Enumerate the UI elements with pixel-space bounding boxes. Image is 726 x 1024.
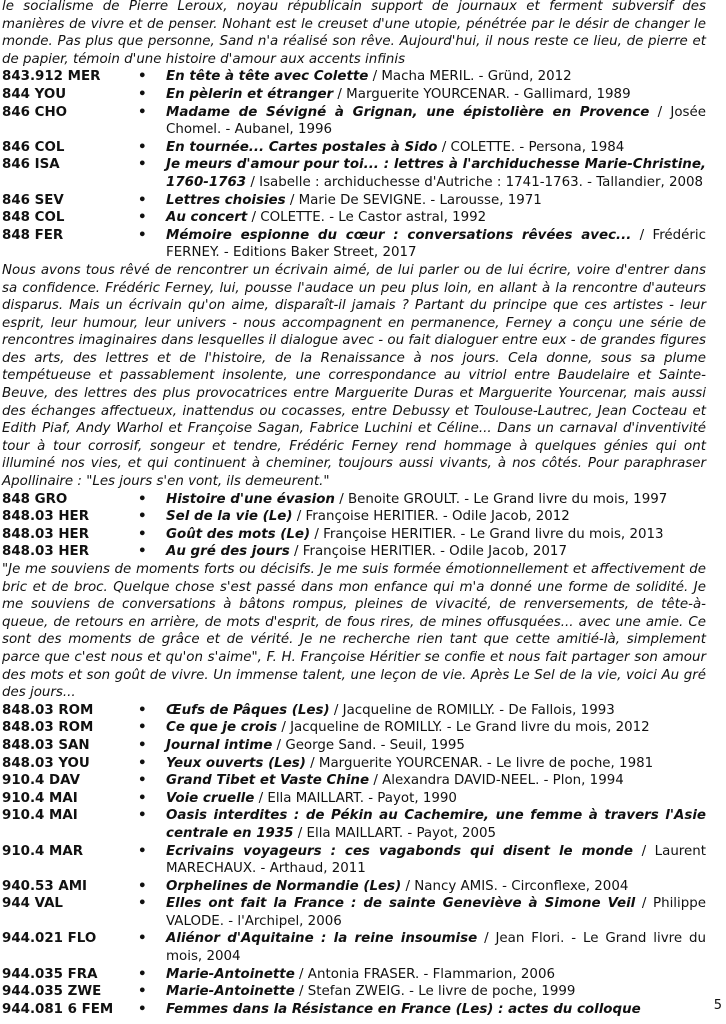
book-details: / Françoise HERITIER. - Odile Jacob, 2012 <box>292 509 570 525</box>
catalog-entry <box>2 895 706 930</box>
catalog-entry <box>2 737 706 755</box>
book-title: En pèlerin et étranger <box>166 86 334 102</box>
catalog-entry <box>2 508 706 526</box>
entry-text <box>166 156 706 191</box>
catalog-entry <box>2 983 706 1001</box>
entry-text <box>166 86 706 104</box>
book-details: / Macha MERIL. - Gründ, 2012 <box>368 69 572 85</box>
summary-paragraph: Nous avons tous rêvé de rencontrer un écrivain aimé, de lui parler ou de lui écrire, voire d'entrer dans sa confidence. Frédéric Ferney, lui, pousse l'audace un peu plus loin, en allant à la rencontre d'auteurs disparus. Mais un écrivain qu'on aime, disparaît-il jamais ? Partant du principe que ces artistes - leur esprit, leur humour, leur univers - nous accompagnent en permanence, Ferney a conçu une série de rencontres imaginaires dans lesquelles il dialogue avec - ou fait dialoguer entre eux - de grandes figures des arts, des lettres et de l'histoire, de la Renaissance à nos jours. Cela donne, sous sa plume tempétueuse et passablement insolente, une correspondance au vitriol entre Baudelaire et Sainte-Beuve, des lettres des plus provocatrices entre Marguerite Duras et Marguerite Yourcenar, mais aussi des échanges affectueux, inattendus ou cocasses, entre Debussy et Toulouse-Lautrec, Jean Cocteau et Edith Piaf, Andy Warhol et Françoise Sagan, Fabrice Luchini et Céline... Dans un carnaval d'inventivité tour à tour corrosif, songeur et tendre, Frédéric Ferney rend hommage à quelques génies qui ont illuminé nos vies, et qui continuent à cheminer, toujours aussi vivants, à nos côtés. Pour paraphraser Apollinaire : "Les jours s'en vont, ils demeurent." <box>2 262 706 490</box>
bullet-icon: • <box>138 737 147 753</box>
call-number: 944.021 FLO <box>2 931 97 947</box>
bullet-icon: • <box>138 526 147 542</box>
call-number: 848.03 HER <box>2 526 89 542</box>
book-details: / Jean Flori. - Le Grand livre du mois, 2004 <box>166 931 706 965</box>
catalog-entry <box>2 139 706 157</box>
entry-text <box>166 772 706 790</box>
book-details: / Françoise HERITIER. - Le Grand livre du mois, 2013 <box>310 526 664 542</box>
book-title: Ce que je crois <box>166 720 278 736</box>
book-title: Oasis interdites : de Pékin au Cachemire, une femme à travers l'Asie centrale en 1935 <box>166 808 706 841</box>
entry-text <box>166 68 706 86</box>
book-title: Femmes dans la Résistance en France (Les) : actes du colloque <box>166 1001 641 1017</box>
bullet-icon: • <box>138 227 147 243</box>
call-number: 944.081 6 FEM <box>2 1001 114 1017</box>
call-number: 910.4 MAI <box>2 790 78 806</box>
book-title: Elles ont fait la France : de sainte Geneviève à Simone Veil <box>166 896 636 912</box>
entry-text <box>166 878 706 896</box>
entry-text <box>166 966 706 984</box>
bullet-icon: • <box>138 86 147 102</box>
catalog-entry <box>2 227 706 262</box>
bullet-icon: • <box>138 210 147 226</box>
catalog-entry <box>2 755 706 773</box>
bullet-icon: • <box>138 192 147 208</box>
book-title: Marie-Antoinette <box>166 966 295 982</box>
call-number: 848.03 HER <box>2 544 89 560</box>
book-details: / Françoise HERITIER. - Odile Jacob, 2017 <box>289 544 567 560</box>
book-details: / Benoite GROULT. - Le Grand livre du mois, 1997 <box>334 491 668 507</box>
entry-text <box>166 895 706 930</box>
catalog-entry <box>2 526 706 544</box>
book-title: Goût des mots (Le) <box>166 526 311 542</box>
catalog-entry <box>2 86 706 104</box>
entry-text <box>166 755 706 773</box>
catalog-entry <box>2 878 706 896</box>
book-details: / Josée Chomel. - Aubanel, 1996 <box>166 104 707 138</box>
bullet-icon: • <box>138 491 147 507</box>
catalog-entry <box>2 68 706 86</box>
catalog-entry <box>2 702 706 720</box>
call-number: 848 FER <box>2 227 64 243</box>
book-title: Au concert <box>166 210 248 226</box>
bullet-icon: • <box>138 1001 147 1017</box>
catalog-entry <box>2 772 706 790</box>
entry-text <box>166 543 706 561</box>
call-number: 910.4 DAV <box>2 773 80 789</box>
book-title: Au gré des jours <box>166 544 290 560</box>
entry-text <box>166 104 706 139</box>
call-number: 846 ISA <box>2 157 60 173</box>
book-title: Journal intime <box>166 737 273 753</box>
bullet-icon: • <box>138 139 147 155</box>
bullet-icon: • <box>138 702 147 718</box>
book-details: / Jacqueline de ROMILLY. - Le Grand livre du mois, 2012 <box>277 720 650 736</box>
call-number: 944 VAL <box>2 896 63 912</box>
book-title: Marie-Antoinette <box>166 984 295 1000</box>
call-number: 848.03 ROM <box>2 702 94 718</box>
entry-text <box>166 930 706 965</box>
bullet-icon: • <box>138 773 147 789</box>
book-title: Œufs de Pâques (Les) <box>166 702 330 718</box>
book-details: / Marguerite YOURCENAR. - Gallimard, 1989 <box>333 86 631 102</box>
catalog-entry <box>2 843 706 878</box>
catalog-entry <box>2 491 706 509</box>
book-title: Sel de la vie (Le) <box>166 509 293 525</box>
book-title: Yeux ouverts (Les) <box>166 755 306 771</box>
entry-text <box>166 983 706 1001</box>
catalog-entry <box>2 719 706 737</box>
entry-text <box>166 526 706 544</box>
book-details: / Antonia FRASER. - Flammarion, 2006 <box>294 966 555 982</box>
entry-text <box>166 702 706 720</box>
catalog-entry <box>2 209 706 227</box>
call-number: 910.4 MAR <box>2 843 84 859</box>
call-number: 846 COL <box>2 139 65 155</box>
book-title: Aliénor d'Aquitaine : la reine insoumise <box>166 931 478 947</box>
bullet-icon: • <box>138 808 147 824</box>
bullet-icon: • <box>138 755 147 771</box>
bullet-icon: • <box>138 157 147 173</box>
summary-paragraph: le socialisme de Pierre Leroux, noyau républicain support de journaux et ferment subversif des manières de vivre et de penser. Nohant est le creuset d'une utopie, pénétrée par le désir de changer le monde. Pas plus que personne, Sand n'a réalisé son rêve. Aujourd'hui, il nous reste ce lieu, de pierre et de papier, témoin d'une histoire d'amour aux accents infinis <box>2 0 706 67</box>
call-number: 910.4 MAI <box>2 808 78 824</box>
entry-text <box>166 719 706 737</box>
book-details: / Marguerite YOURCENAR. - Le livre de poche, 1981 <box>305 755 654 771</box>
catalog-entry <box>2 807 706 842</box>
book-details: / Ella MAILLART. - Payot, 1990 <box>254 790 457 806</box>
call-number: 848 GRO <box>2 491 68 507</box>
book-details: / Jacqueline de ROMILLY. - De Fallois, 1993 <box>329 702 615 718</box>
book-title: En tête à tête avec Colette <box>166 69 369 85</box>
call-number: 848.03 YOU <box>2 755 90 771</box>
book-details: / Laurent MARECHAUX. - Arthaud, 2011 <box>166 843 706 877</box>
call-number: 846 SEV <box>2 192 64 208</box>
catalog-entry <box>2 1001 706 1019</box>
book-details: / Stefan ZWEIG. - Le livre de poche, 1999 <box>294 984 576 1000</box>
entry-text <box>166 807 706 842</box>
book-details: / COLETTE. - Persona, 1984 <box>437 139 625 155</box>
entry-text <box>166 790 706 808</box>
book-title: Ecrivains voyageurs : ces vagabonds qui disent le monde <box>166 843 633 859</box>
bullet-icon: • <box>138 984 147 1000</box>
call-number: 844 YOU <box>2 86 67 102</box>
entry-text <box>166 192 706 210</box>
call-number: 848.03 SAN <box>2 737 90 753</box>
book-title: Voie cruelle <box>166 790 255 806</box>
page-number: 5 <box>713 998 722 1013</box>
bullet-icon: • <box>138 878 147 894</box>
bullet-icon: • <box>138 790 147 806</box>
document-page <box>2 0 706 1018</box>
call-number: 944.035 FRA <box>2 966 98 982</box>
book-title: Madame de Sévigné à Grignan, une épistolière en Provence <box>166 104 650 120</box>
catalog-entry <box>2 156 706 191</box>
bullet-icon: • <box>138 931 147 947</box>
entry-text <box>166 737 706 755</box>
catalog-entry <box>2 192 706 210</box>
call-number: 848.03 HER <box>2 509 89 525</box>
entry-text <box>166 1001 706 1019</box>
catalog-entry <box>2 104 706 139</box>
book-details: / Nancy AMIS. - Circonflexe, 2004 <box>401 878 629 894</box>
book-details: / Marie De SEVIGNE. - Larousse, 1971 <box>285 192 542 208</box>
book-details: / Ella MAILLART. - Payot, 2005 <box>293 825 497 841</box>
bullet-icon: • <box>138 69 147 85</box>
call-number: 940.53 AMI <box>2 878 88 894</box>
entry-text <box>166 227 706 262</box>
bullet-icon: • <box>138 966 147 982</box>
catalog-entry <box>2 930 706 965</box>
book-title: Je meurs d'amour pour toi... : lettres à l'archiduchesse Marie-Christine, 1760-1763 <box>166 157 706 190</box>
book-title: Mémoire espionne du cœur : conversations rêvées avec... <box>166 227 632 243</box>
catalog-entry <box>2 966 706 984</box>
book-title: Grand Tibet et Vaste Chine <box>166 773 370 789</box>
bullet-icon: • <box>138 104 147 120</box>
book-details: / Alexandra DAVID-NEEL. - Plon, 1994 <box>369 773 624 789</box>
book-details: / Isabelle : archiduchesse d'Autriche : 1741-1763. - Tallandier, 2008 <box>246 174 704 190</box>
book-details: / COLETTE. - Le Castor astral, 1992 <box>247 210 487 226</box>
entry-text <box>166 508 706 526</box>
bullet-icon: • <box>138 843 147 859</box>
entry-text <box>166 209 706 227</box>
call-number: 843.912 MER <box>2 69 101 85</box>
entry-text <box>166 139 706 157</box>
book-title: Orphelines de Normandie (Les) <box>166 878 402 894</box>
call-number: 846 CHO <box>2 104 68 120</box>
book-title: Lettres choisies <box>166 192 286 208</box>
bullet-icon: • <box>138 896 147 912</box>
summary-paragraph: "Je me souviens de moments forts ou décisifs. Je me suis formée émotionnellement et affectivement de bric et de broc. Quelque chose s'est passé dans mon enfance qui m'a donné une forme de solidité. Je me souviens de conversations à bâtons rompus, pleines de vivacité, de renversements, de tête-à-queue, de retours en arrière, de mots d'esprit, de fous rires, de mines offusquées... avec une amie. Ce sont des moments de grâce et de vérité. Je ne recherche rien tant que cette amitié-là, simplement parce que c'est nous et qu'on s'aime", F. H. Françoise Héritier se confie et nous fait partager son amour des mots et son goût de vivre. Un immense talent, une leçon de vie. Après Le Sel de la vie, voici Au gré des jours... <box>2 562 706 701</box>
bullet-icon: • <box>138 720 147 736</box>
catalog-entry <box>2 543 706 561</box>
bullet-icon: • <box>138 509 147 525</box>
book-details: / Philippe VALODE. - l'Archipel, 2006 <box>166 896 706 929</box>
book-details: / Frédéric FERNEY. - Editions Baker Street, 2017 <box>166 227 706 261</box>
call-number: 944.035 ZWE <box>2 984 102 1000</box>
entry-text <box>166 843 706 878</box>
book-title: En tournée... Cartes postales à Sido <box>166 139 438 155</box>
catalog-entry <box>2 790 706 808</box>
book-title: Histoire d'une évasion <box>166 491 335 507</box>
call-number: 848 COL <box>2 210 65 226</box>
call-number: 848.03 ROM <box>2 720 94 736</box>
bullet-icon: • <box>138 544 147 560</box>
book-details: / George Sand. - Seuil, 1995 <box>272 737 465 753</box>
entry-text <box>166 491 706 509</box>
